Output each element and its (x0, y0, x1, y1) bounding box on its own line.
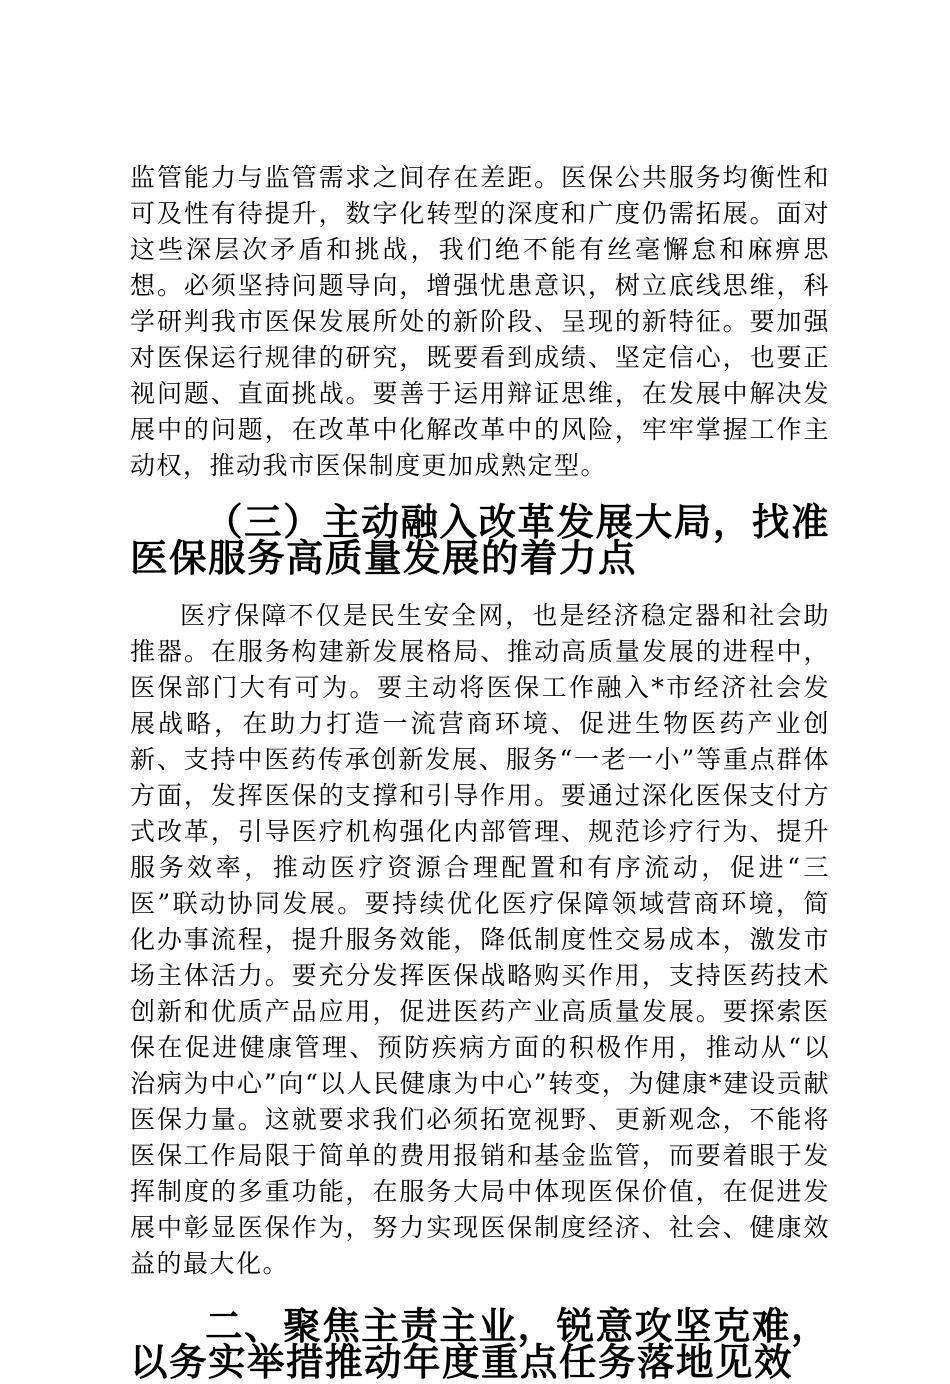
continued-paragraph: 监管能力与监管需求之间存在差距。医保公共服务均衡性和可及性有待提升，数字化转型的深度和广度仍需拓展。面对这些深层次矛盾和挑战，我们绝不能有丝毫懈怠和麻痹思想。必须坚持问题导向，增强忧患意识，树立底线思维，科学研判我市医保发展所处的新阶段、呈现的新特征。要加强对医保运行规律的研究，既要看到成绩、坚定信心，也要正视问题、直面挑战。要善于运用辩证思维，在发展中解决发展中的问题，在改革中化解改革中的风险，牢牢掌握工作主动权，推动我市医保制度更加成熟定型。 (130, 163, 830, 480)
document-body (130, 160, 830, 1384)
section-heading-3: （三）主动融入改革发展大局，找准医保服务高质量发展的着力点 (130, 500, 830, 580)
section-3-paragraph: 医疗保障不仅是民生安全网，也是经济稳定器和社会助推器。在服务构建新发展格局、推动高质量发展的进程中，医保部门大有可为。要主动将医保工作融入*市经济社会发展战略，在助力打造一流营商环境、促进生物医药产业创新、支持中医药传承创新发展、服务“一老一小”等重点群体方面，发挥医保的支撑和引导作用。要通过深化医保支付方式改革，引导医疗机构强化内部管理、规范诊疗行为、提升服务效率，推动医疗资源合理配置和有序流动，促进“三医”联动协同发展。要持续优化医疗保障领域营商环境，简化办事流程，提升服务效能，降低制度性交易成本，激发市场主体活力。要充分发挥医保战略购买作用，支持医药技术创新和优质产品应用，促进医药产业高质量发展。要探索医保在促进健康管理、预防疾病方面的积极作用，推动从“以治病为中心”向“以人民健康为中心”转变，为健康*建设贡献医保力量。这就要求我们必须拓宽视野、更新观念，不能将医保工作局限于简单的费用报销和基金监管，而要着眼于发挥制度的多重功能，在服务大局中体现医保价值，在促进发展中彰显医保作为，努力实现医保制度经济、社会、健康效益的最大化。 (130, 601, 830, 1278)
part-heading-2: 二、聚焦主责主业，锐意攻坚克难，以务实举措推动年度重点任务落地见效 (130, 1304, 830, 1384)
